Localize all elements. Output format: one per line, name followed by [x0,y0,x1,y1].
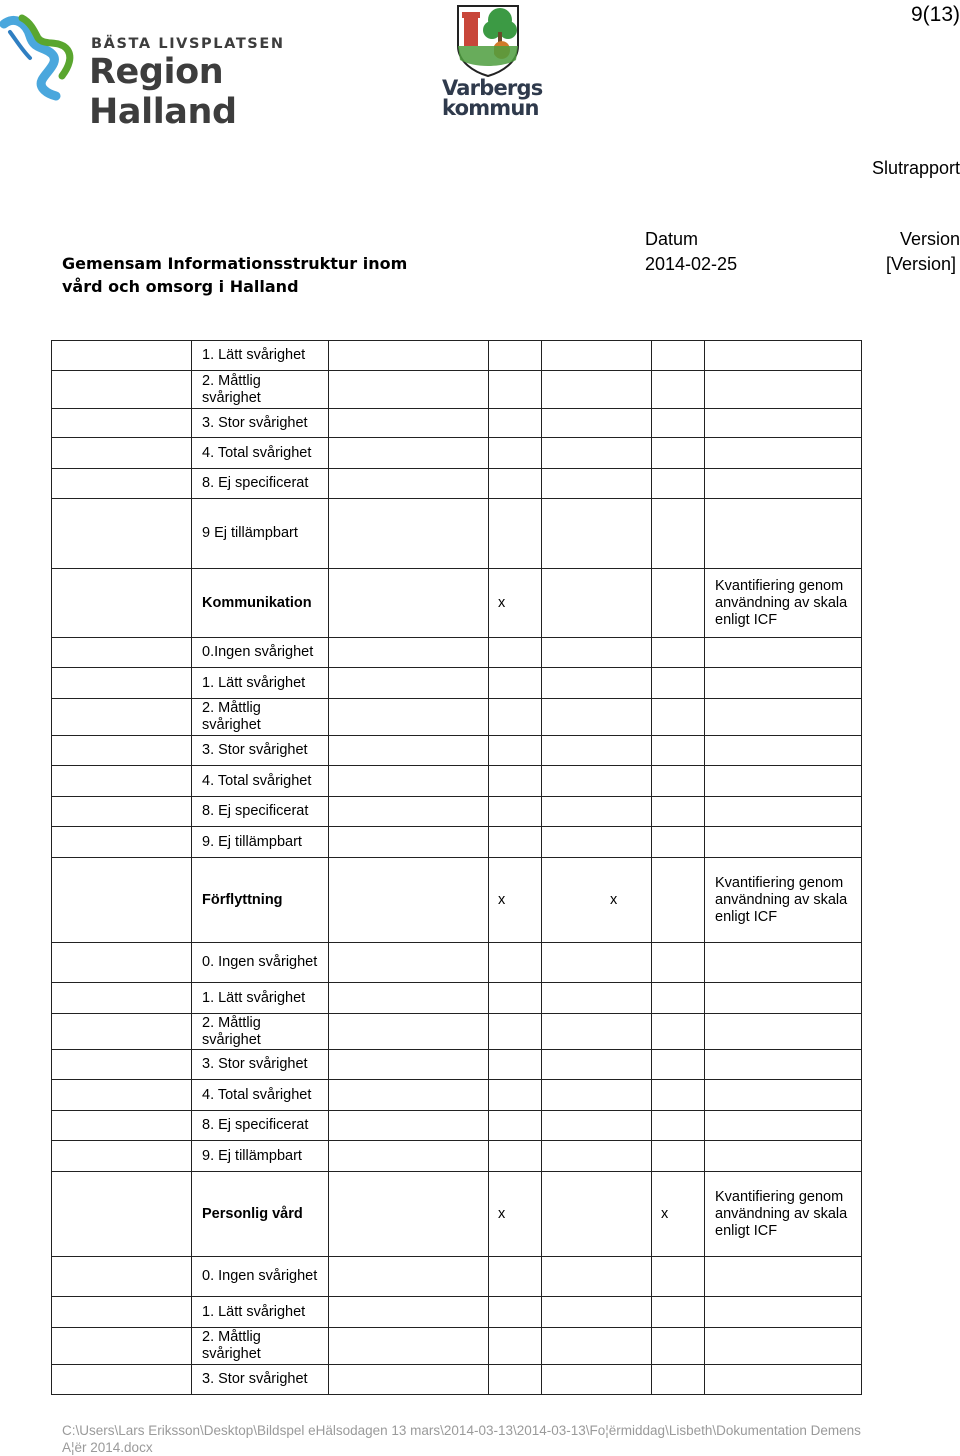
date-block [645,227,737,277]
mark-cell [489,438,542,469]
mark-cell [652,699,705,736]
scale-row [52,668,862,699]
mark-cell [652,569,705,638]
mark-cell [542,638,652,668]
mark-cell [489,638,542,668]
scale-label: 1. Lätt svårighet [192,668,329,699]
category-label: Kommunikation [192,569,329,638]
empty-cell [52,1297,192,1328]
mark-cell [542,499,652,569]
mark-cell [489,668,542,699]
scale-label: 1. Lätt svårighet [192,983,329,1014]
empty-cell [329,699,489,736]
scale-label: 3. Stor svårighet [192,1365,329,1395]
mark-cell [542,1257,652,1297]
note-cell [705,1050,862,1080]
scale-label: 0. Ingen svårighet [192,1257,329,1297]
mark-cell [542,943,652,983]
mark-cell [542,1365,652,1395]
empty-cell [329,1111,489,1141]
note-cell [705,699,862,736]
note-cell [705,1014,862,1050]
empty-cell [329,1328,489,1365]
empty-cell [329,341,489,371]
note-cell: Kvantifiering genom användning av skala enligt ICF [705,569,862,638]
empty-cell [52,736,192,766]
scale-row [52,1080,862,1111]
mark-cell [542,736,652,766]
mark-cell [489,943,542,983]
mark-cell [652,1328,705,1365]
mark-cell [652,469,705,499]
scale-row [52,699,862,736]
empty-cell [329,1365,489,1395]
empty-cell [52,409,192,438]
empty-cell [329,638,489,668]
empty-cell [329,1050,489,1080]
scale-row [52,499,862,569]
empty-cell [329,943,489,983]
empty-cell [52,827,192,858]
empty-cell [329,858,489,943]
mark-cell [542,797,652,827]
category-row [52,858,862,943]
note-cell [705,469,862,499]
mark-cell [489,1080,542,1111]
scale-label: 9 Ej tillämpbart [192,499,329,569]
scale-label: 8. Ej specificerat [192,797,329,827]
version-block [800,227,960,277]
scale-row [52,943,862,983]
page-number: 9(13) [910,3,960,26]
empty-cell [52,438,192,469]
scale-row [52,1297,862,1328]
scale-label: 2. Måttlig svårighet [192,371,329,409]
mark-cell [652,371,705,409]
scale-label: 2. Måttlig svårighet [192,699,329,736]
mark-cell [652,797,705,827]
scale-row [52,1050,862,1080]
mark-cell [489,1014,542,1050]
note-cell [705,409,862,438]
mark-cell [542,569,652,638]
scale-row [52,469,862,499]
mark-cell [542,409,652,438]
empty-cell [329,668,489,699]
scale-row [52,1257,862,1297]
scale-row [52,766,862,797]
empty-cell [52,766,192,797]
scale-label: 2. Måttlig svårighet [192,1014,329,1050]
mark-cell [489,699,542,736]
version-label: Version [899,229,960,249]
empty-cell [329,1080,489,1111]
scale-label: 4. Total svårighet [192,1080,329,1111]
empty-cell [52,983,192,1014]
note-cell [705,983,862,1014]
mark-cell [652,736,705,766]
mark-cell [652,1050,705,1080]
empty-cell [329,766,489,797]
mark-cell [652,1297,705,1328]
scale-label: 9. Ej tillämpbart [192,1141,329,1172]
note-cell [705,797,862,827]
mark-cell [652,1014,705,1050]
municipality-name: Varbergs kommun [442,76,543,120]
scale-row [52,1111,862,1141]
mark-cell [489,983,542,1014]
mark-cell [489,1328,542,1365]
empty-cell [52,1172,192,1257]
scale-row [52,983,862,1014]
mark-cell [652,1365,705,1395]
region-tagline: BÄSTA LIVSPLATSEN [91,36,285,52]
empty-cell [329,797,489,827]
mark-cell [542,341,652,371]
empty-cell [329,438,489,469]
mark-cell [652,341,705,371]
empty-cell [52,638,192,668]
mark-cell [489,1141,542,1172]
scale-label: 2. Måttlig svårighet [192,1328,329,1365]
empty-cell [52,1257,192,1297]
mark-cell [489,736,542,766]
mark-cell [542,438,652,469]
scale-row [52,371,862,409]
note-cell [705,943,862,983]
mark-cell [489,827,542,858]
empty-cell [329,569,489,638]
mark-cell [489,1111,542,1141]
mark-cell [489,766,542,797]
category-label: Förflyttning [192,858,329,943]
empty-cell [52,668,192,699]
note-cell [705,827,862,858]
mark-cell [652,827,705,858]
empty-cell [52,1111,192,1141]
note-cell [705,499,862,569]
mark-cell [652,766,705,797]
empty-cell [52,499,192,569]
mark-cell: x [489,569,542,638]
mark-cell [542,1050,652,1080]
empty-cell [329,469,489,499]
scale-row [52,1365,862,1395]
scale-label: 9. Ej tillämpbart [192,827,329,858]
mark-cell [542,469,652,499]
empty-cell [52,371,192,409]
scale-label: 4. Total svårighet [192,766,329,797]
empty-cell [52,1080,192,1111]
empty-cell [52,943,192,983]
scale-row [52,1014,862,1050]
scale-label: 8. Ej specificerat [192,469,329,499]
scale-label: 3. Stor svårighet [192,1050,329,1080]
mark-cell [542,827,652,858]
document-type: Slutrapport [871,158,960,178]
mark-cell [652,438,705,469]
mark-cell [542,1141,652,1172]
scale-row [52,638,862,668]
mark-cell [489,1297,542,1328]
scale-row [52,438,862,469]
empty-cell [329,1014,489,1050]
mark-cell [489,1365,542,1395]
empty-cell [329,409,489,438]
note-cell [705,1257,862,1297]
scale-label: 0.Ingen svårighet [192,638,329,668]
note-cell: Kvantifiering genom användning av skala enligt ICF [705,858,862,943]
empty-cell [329,827,489,858]
note-cell [705,1111,862,1141]
scale-row [52,736,862,766]
scale-label: 4. Total svårighet [192,438,329,469]
empty-cell [52,1365,192,1395]
category-label: Personlig vård [192,1172,329,1257]
scale-row [52,409,862,438]
mark-cell: x [489,1172,542,1257]
empty-cell [52,569,192,638]
note-cell: Kvantifiering genom användning av skala enligt ICF [705,1172,862,1257]
version-value: [Version] [885,254,956,274]
mark-cell [489,1257,542,1297]
scale-label: 3. Stor svårighet [192,736,329,766]
empty-cell [52,341,192,371]
note-cell [705,736,862,766]
mark-cell [489,499,542,569]
scale-row [52,827,862,858]
mark-cell [489,797,542,827]
empty-cell [329,371,489,409]
scale-row [52,1141,862,1172]
date-value: 2014-02-25 [645,254,738,274]
mark-cell [489,1050,542,1080]
empty-cell [329,1297,489,1328]
mark-cell [542,1172,652,1257]
mark-cell [652,668,705,699]
empty-cell [329,1172,489,1257]
note-cell [705,668,862,699]
mark-cell [542,699,652,736]
empty-cell [329,1257,489,1297]
empty-cell [52,858,192,943]
scale-row [52,797,862,827]
mark-cell [652,983,705,1014]
note-cell [705,1141,862,1172]
region-name: Region Halland [89,52,237,132]
mark-cell [542,983,652,1014]
note-cell [705,438,862,469]
note-cell [705,638,862,668]
scale-label: 8. Ej specificerat [192,1111,329,1141]
mark-cell [652,499,705,569]
scale-label: 1. Lätt svårighet [192,341,329,371]
note-cell [705,1080,862,1111]
mark-cell [652,858,705,943]
empty-cell [329,499,489,569]
mark-cell: x [542,858,652,943]
category-row [52,1172,862,1257]
mark-cell [652,409,705,438]
file-path-footer: C:\Users\Lars Eriksson\Desktop\Bildspel eHälsodagen 13 mars\2014-03-13\2014-03-13\Fo¦ërmiddag\Lisbeth\Dokumentation Demens A¦ër 2014.docx [62,1423,861,1455]
mark-cell [489,371,542,409]
mark-cell [652,1257,705,1297]
note-cell [705,766,862,797]
note-cell [705,1297,862,1328]
mark-cell [489,409,542,438]
note-cell [705,371,862,409]
mark-cell [652,943,705,983]
mark-cell [652,1141,705,1172]
empty-cell [329,983,489,1014]
empty-cell [52,469,192,499]
project-title: Gemensam Informationsstruktur inom vård och omsorg i Halland [62,254,408,296]
mark-cell [542,1014,652,1050]
empty-cell [52,797,192,827]
scale-label: 1. Lätt svårighet [192,1297,329,1328]
coat-of-arms-icon [440,2,536,80]
region-halland-logo [0,6,372,132]
empty-cell [329,1141,489,1172]
mark-cell [652,1080,705,1111]
empty-cell [52,1328,192,1365]
empty-cell [52,1141,192,1172]
scale-label: 0. Ingen svårighet [192,943,329,983]
mark-cell [542,766,652,797]
scale-label: 3. Stor svårighet [192,409,329,438]
mark-cell [489,341,542,371]
scale-row [52,341,862,371]
mark-cell [542,1111,652,1141]
empty-cell [52,699,192,736]
region-halland-wave-icon [0,6,90,106]
note-cell [705,1365,862,1395]
note-cell [705,341,862,371]
scale-row [52,1328,862,1365]
mark-cell [652,638,705,668]
empty-cell [329,736,489,766]
category-row [52,569,862,638]
mark-cell [542,1328,652,1365]
note-cell [705,1328,862,1365]
mark-cell [542,668,652,699]
empty-cell [52,1050,192,1080]
date-label: Datum [645,229,699,249]
mark-cell: x [489,858,542,943]
mark-cell [542,1297,652,1328]
mark-cell [652,1111,705,1141]
function-table [51,340,862,1395]
mark-cell: x [652,1172,705,1257]
mark-cell [489,469,542,499]
empty-cell [52,1014,192,1050]
mark-cell [542,1080,652,1111]
mark-cell [542,371,652,409]
